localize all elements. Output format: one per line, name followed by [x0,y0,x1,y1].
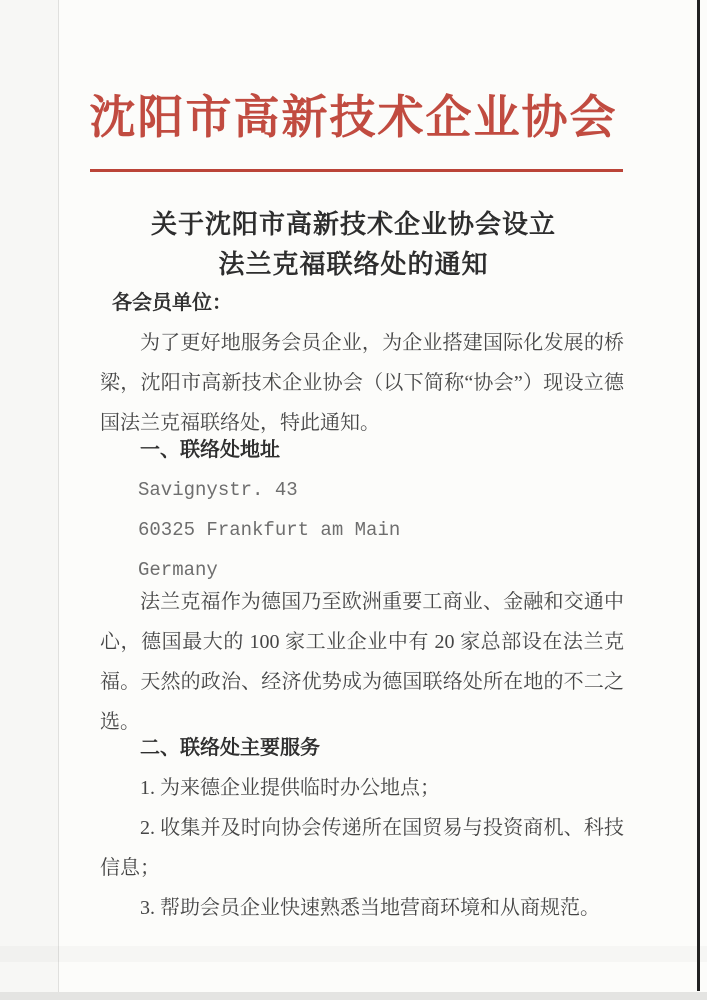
address-line-city: 60325 Frankfurt am Main [138,519,401,541]
scan-bottom-edge [0,992,707,1000]
section-address [100,430,624,590]
intro-paragraph: 为了更好地服务会员企业，为企业搭建国际化发展的桥梁，沈阳市高新技术企业协会（以下简称“协会”）现设立德国法兰克福联络处，特此通知。 [100,332,624,434]
address-line-country: Germany [138,559,218,581]
scan-crease-line [58,0,59,1000]
scan-right-edge-line [697,0,700,991]
service-item-3: 3. 帮助会员企业快速熟悉当地营商环境和从商规范。 [140,897,600,919]
document-title-line2: 法兰克福联络处的通知 [218,250,489,279]
service-item-2: 2. 收集并及时向协会传递所在国贸易与投资商机、科技信息； [100,817,624,879]
letterhead-rule [90,169,623,172]
scan-shadow-band [0,946,707,962]
section-services [100,728,624,928]
salutation: 各会员单位： [112,292,232,314]
letterhead-org-name: 沈阳市高新技术企业协会 [89,92,618,143]
intro-block [100,283,624,443]
section-address-description [100,582,624,742]
document-title [0,205,707,285]
service-item-1: 1. 为来德企业提供临时办公地点； [140,777,440,799]
scan-left-shadow [0,0,58,1000]
document-title-line1: 关于沈阳市高新技术企业协会设立 [150,210,556,239]
section1-heading: 一、联络处地址 [140,439,280,461]
section2-heading: 二、联络处主要服务 [140,737,320,759]
section1-paragraph: 法兰克福作为德国乃至欧洲重要工商业、金融和交通中心，德国最大的 100 家工业企业中有 20 家总部设在法兰克福。天然的政治、经济优势成为德国联络处所在地的不二之选。 [100,591,624,733]
address-line-street: Savignystr. 43 [138,479,298,501]
